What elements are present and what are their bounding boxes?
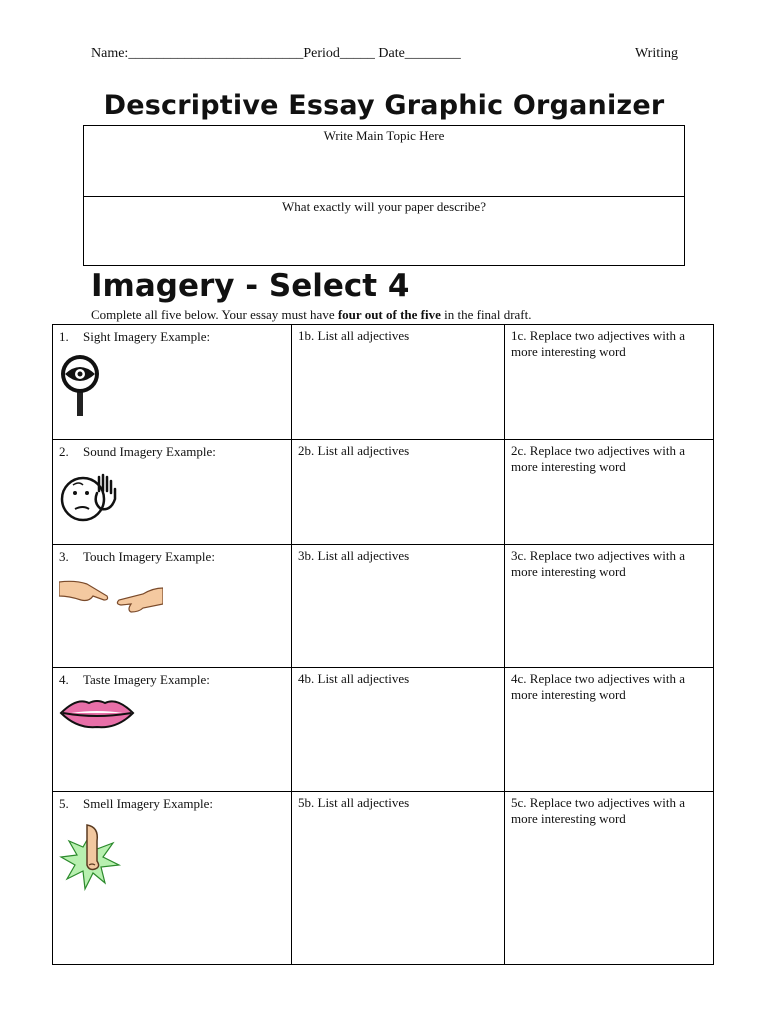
describe-prompt: What exactly will your paper describe? <box>282 199 486 214</box>
adjectives-prompt: 5b. List all adjectives <box>298 795 410 810</box>
adjectives-cell[interactable] <box>292 668 505 792</box>
adjectives-cell[interactable] <box>292 792 505 965</box>
example-cell[interactable] <box>53 440 292 545</box>
adjectives-cell[interactable] <box>292 545 505 668</box>
listening-face-icon <box>59 469 125 525</box>
table-row <box>53 545 714 668</box>
imagery-table <box>52 324 714 965</box>
main-topic-field[interactable] <box>84 126 684 196</box>
replace-cell[interactable] <box>505 440 714 545</box>
row-label <box>59 443 285 461</box>
topic-box <box>83 125 685 266</box>
table-row <box>53 440 714 545</box>
replace-cell[interactable] <box>505 325 714 440</box>
table-row <box>53 668 714 792</box>
row-label <box>59 795 285 813</box>
adjectives-cell[interactable] <box>292 440 505 545</box>
replace-prompt: 2c. Replace two adjectives with a more interesting word <box>511 443 685 474</box>
example-cell[interactable] <box>53 792 292 965</box>
lips-icon <box>59 697 135 729</box>
row-number: 5. <box>59 796 69 811</box>
section-title: Imagery - Select 4 <box>91 268 410 304</box>
eye-magnifier-icon <box>59 354 103 418</box>
instructions-bold: four out of the five <box>337 307 441 322</box>
replace-prompt: 5c. Replace two adjectives with a more interesting word <box>511 795 685 826</box>
subject-label: Writing <box>635 46 678 61</box>
name-period-date-line: Name:_________________________Period_____ Date________ <box>91 46 461 61</box>
row-number: 2. <box>59 444 69 459</box>
example-cell[interactable] <box>53 545 292 668</box>
row-label-text: Smell Imagery Example: <box>83 796 213 811</box>
row-number: 4. <box>59 672 69 687</box>
row-number: 1. <box>59 329 69 344</box>
describe-field[interactable] <box>84 196 684 266</box>
page-title: Descriptive Essay Graphic Organizer <box>103 90 665 121</box>
adjectives-prompt: 2b. List all adjectives <box>298 443 410 458</box>
adjectives-prompt: 4b. List all adjectives <box>298 671 410 686</box>
replace-prompt: 4c. Replace two adjectives with a more interesting word <box>511 671 685 702</box>
adjectives-prompt: 3b. List all adjectives <box>298 548 410 563</box>
row-label <box>59 328 285 346</box>
main-topic-prompt: Write Main Topic Here <box>323 128 445 143</box>
row-label <box>59 671 285 689</box>
table-row <box>53 792 714 965</box>
replace-prompt: 3c. Replace two adjectives with a more interesting word <box>511 548 685 579</box>
replace-prompt: 1c. Replace two adjectives with a more interesting word <box>511 328 685 359</box>
row-label-text: Sound Imagery Example: <box>83 444 216 459</box>
row-label-text: Touch Imagery Example: <box>83 549 215 564</box>
example-cell[interactable] <box>53 325 292 440</box>
row-number: 3. <box>59 549 69 564</box>
row-label <box>59 548 285 566</box>
instructions-text-before: Complete all five below. Your essay must have <box>91 307 338 322</box>
instructions <box>91 307 531 323</box>
replace-cell[interactable] <box>505 668 714 792</box>
replace-cell[interactable] <box>505 792 714 965</box>
replace-cell[interactable] <box>505 545 714 668</box>
table-row <box>53 325 714 440</box>
instructions-text-after: in the final draft. <box>440 307 532 322</box>
row-label-text: Sight Imagery Example: <box>83 329 211 344</box>
example-cell[interactable] <box>53 668 292 792</box>
row-label-text: Taste Imagery Example: <box>83 672 210 687</box>
nose-icon <box>59 821 123 891</box>
adjectives-prompt: 1b. List all adjectives <box>298 328 410 343</box>
touching-hands-icon <box>59 574 163 614</box>
adjectives-cell[interactable] <box>292 325 505 440</box>
